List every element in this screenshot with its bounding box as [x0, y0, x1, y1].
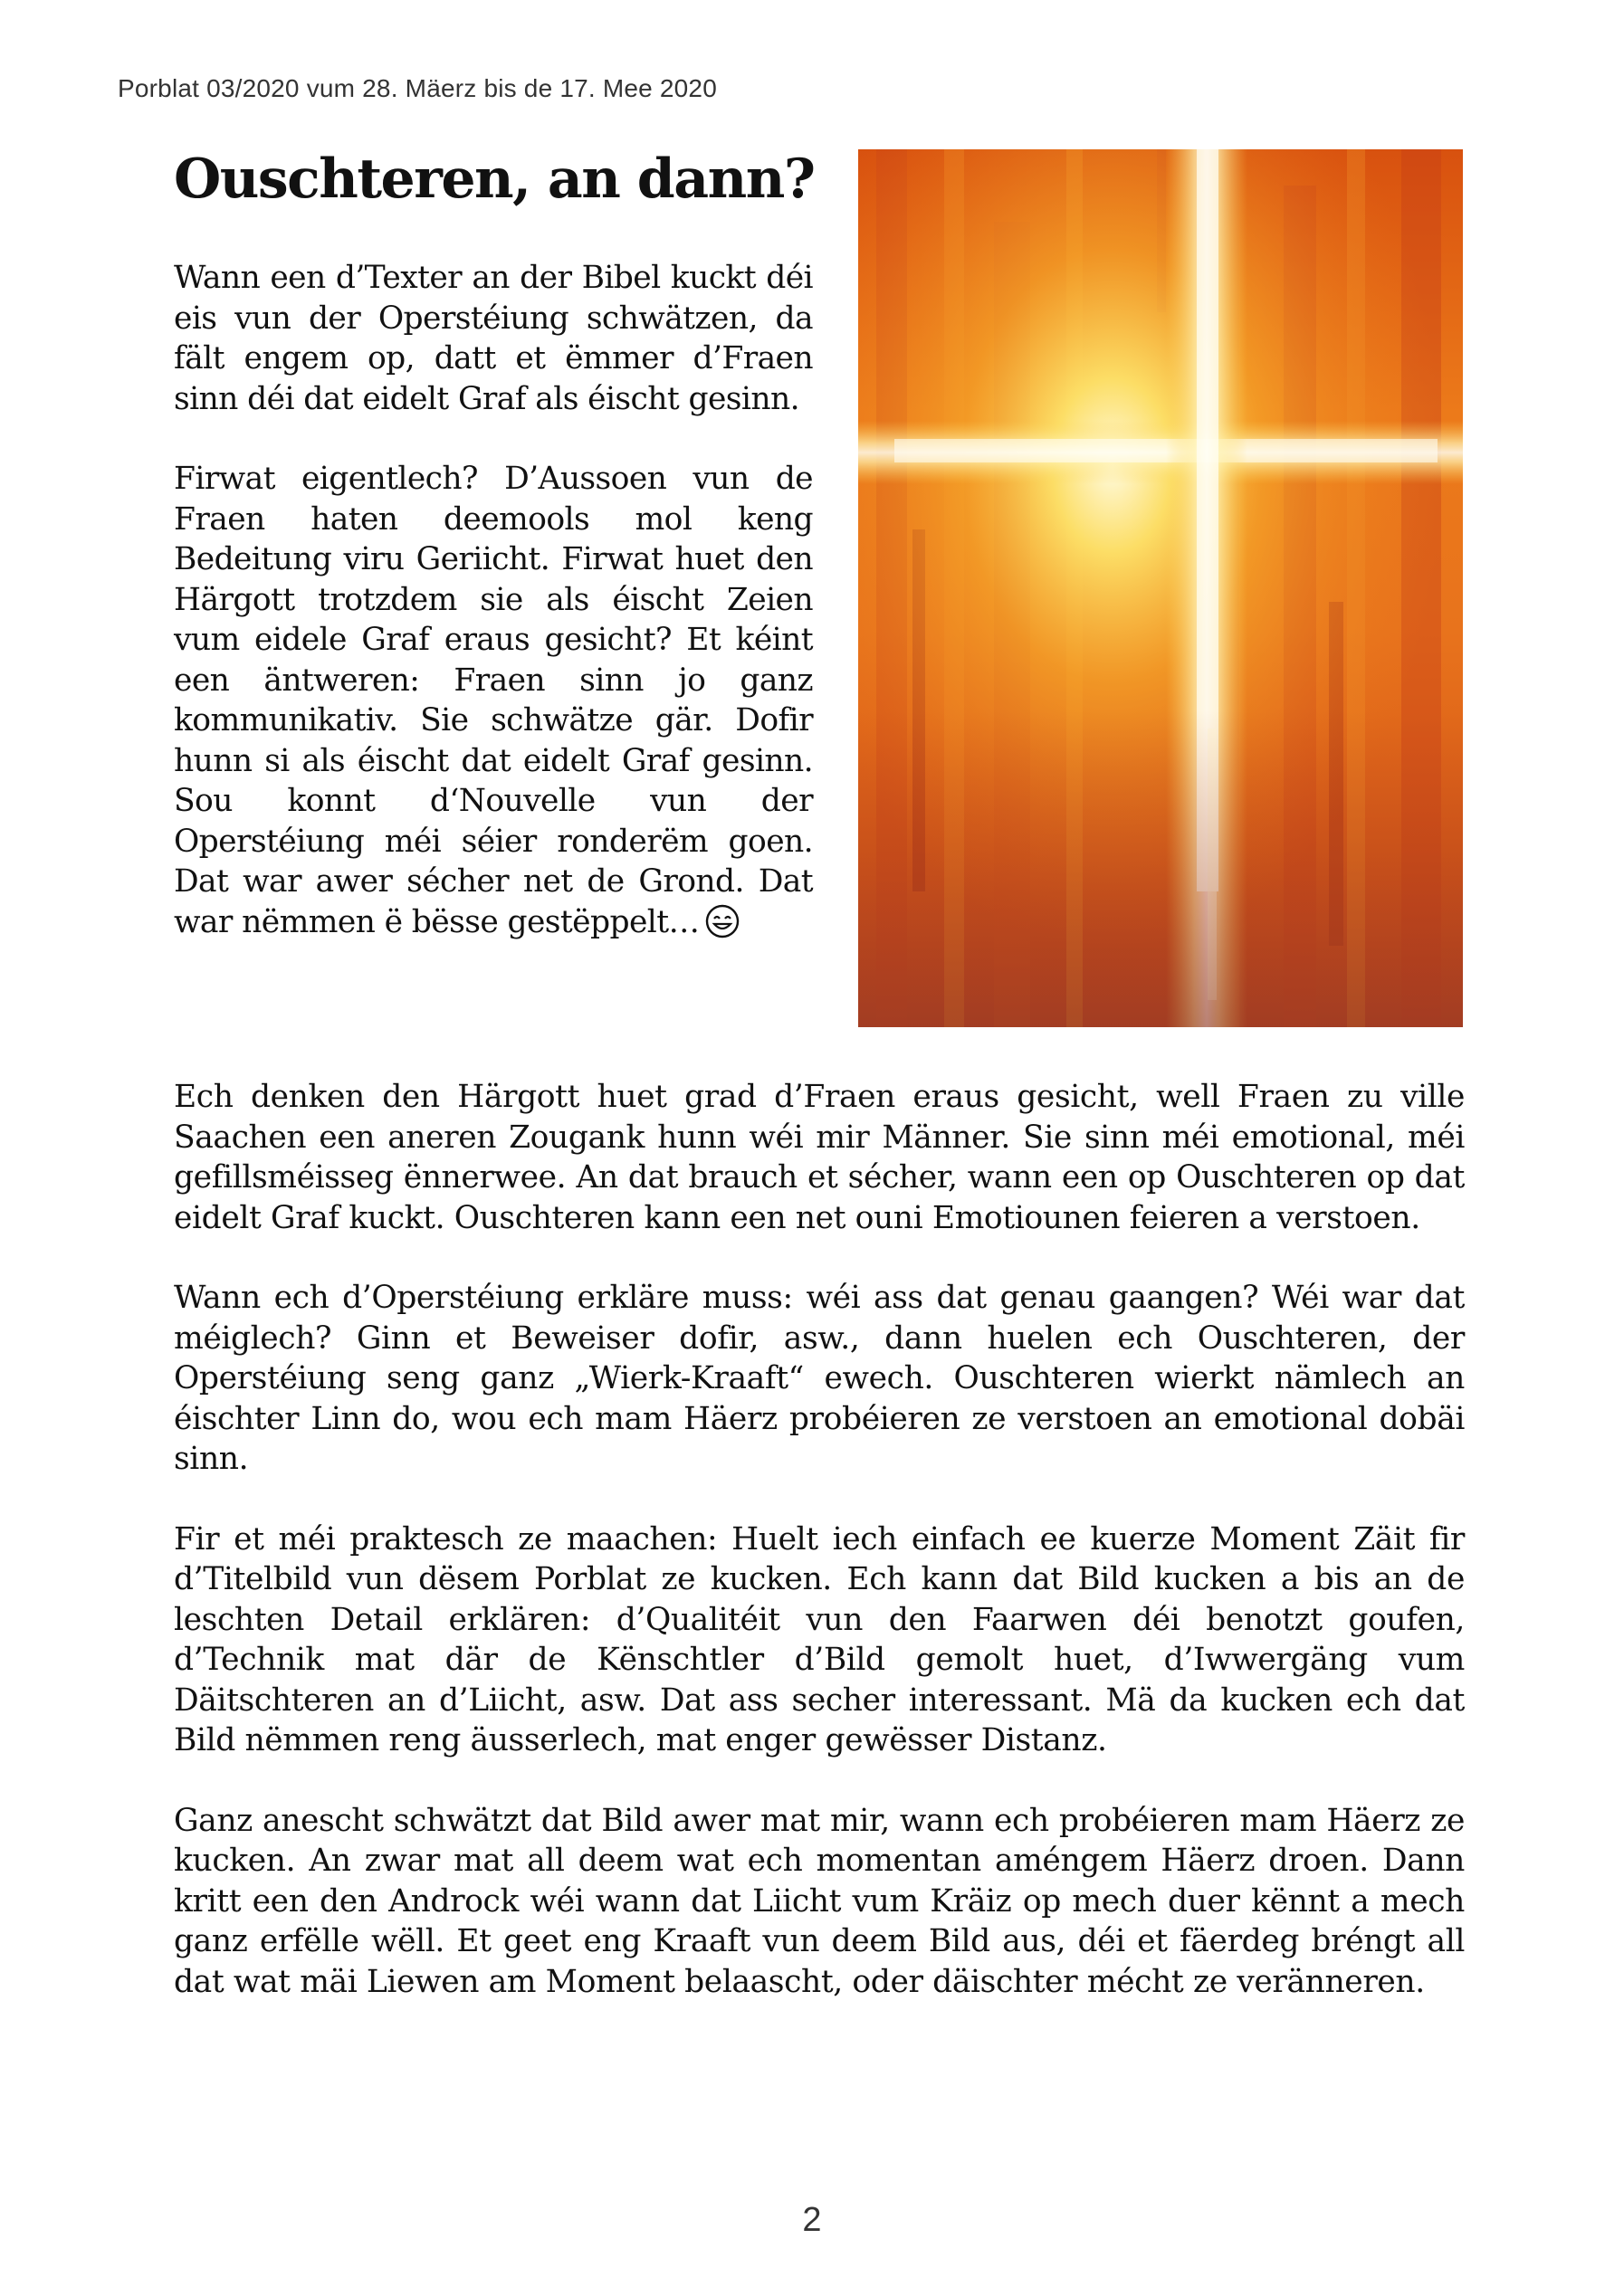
page-number: 2: [802, 2201, 822, 2239]
paragraph-2-text: Firwat eigentlech? D’Aussoen vun de Fraen haten deemools mol keng Bedeitung viru Geriicht. Firwat huet den Härgott trotzdem sie als éischt Zeien vum eidele Graf eraus gesicht? Et kéint een äntweren: Fraen sinn jo ganz kommunikativ. Sie schwätze gär. Dofir hunn si als éischt dat eidelt Graf gesinn. Sou konnt d‘Nouvelle vun der Operstéiung méi séier ronderëm goen. Dat war awer sécher net de Grond. Dat war nëmmen ë bësse gestëppelt…: [174, 461, 813, 940]
article-intro-column: [174, 258, 813, 942]
paragraph-4: Wann ech d’Operstéiung erkläre muss: wéi ass dat genau gaangen? Wéi war dat méiglech? Ginn et Beweiser dofir, asw., dann huelen ech Ouschteren, der Operstéiung seng ganz „Wierk-Kraaft“ ewech. Ouschteren wierkt nämlech an éischter Linn do, wou ech mam Häerz probéieren ze verstoen an emotional dobäi sinn.: [174, 1280, 1465, 1477]
article-body: [174, 1077, 1465, 2002]
article-title: Ouschteren, an dann?: [174, 148, 815, 211]
paragraph-2: [174, 459, 813, 942]
cross-painting-image: [858, 149, 1463, 1027]
paragraph-3: Ech denken den Härgott huet grad d’Fraen eraus gesicht, well Fraen zu ville Saachen een aneren Zougank hunn wéi mir Männer. Sie sinn méi emotional, méi gefillsméisseg ënnerwee. An dat brauch et sécher, wann een op Ouschteren op dat eidelt Graf kuckt. Ouschteren kann een net ouni Emotiounen feieren a verstoen.: [174, 1079, 1465, 1236]
issue-header: Porblat 03/2020 vum 28. Mäerz bis de 17. Mee 2020: [118, 74, 717, 102]
smiling-face-icon: [704, 903, 740, 939]
paragraph-6: Ganz anescht schwätzt dat Bild awer mat mir, wann ech probéieren mam Häerz ze kucken. An zwar mat all deem wat ech momentan améngem Häerz droen. Dann kritt een den Androck wéi wann dat Liicht vum Kräiz op mech duer kënnt a mech ganz erfëlle wëll. Et geet eng Kraaft vun deem Bild aus, déi et fäerdeg bréngt all dat wat mäi Liewen am Moment belaascht, oder däischter mécht ze veränneren.: [174, 1802, 1465, 2000]
paragraph-5: Fir et méi praktesch ze maachen: Huelt iech einfach ee kuerze Moment Zäit fir d’Titelbild vun dësem Porblat ze kucken. Ech kann dat Bild kucken a bis an de leschten Detail erklären: d’Qualitéit vun den Faarwen déi benotzt goufen, d’Technik mat där de Kënschtler d’Bild gemolt huet, d’Iwwergäng vum Däitschteren an d’Liicht, asw. Dat ass secher interessant. Mä da kucken ech dat Bild nëmmen reng äusserlech, mat enger gewësser Distanz.: [174, 1520, 1465, 1758]
paragraph-1: Wann een d’Texter an der Bibel kuckt déi eis vun der Operstéiung schwätzen, da fält engem op, datt et ëmmer d’Fraen sinn déi dat eidelt Graf als éischt gesinn.: [174, 260, 813, 417]
